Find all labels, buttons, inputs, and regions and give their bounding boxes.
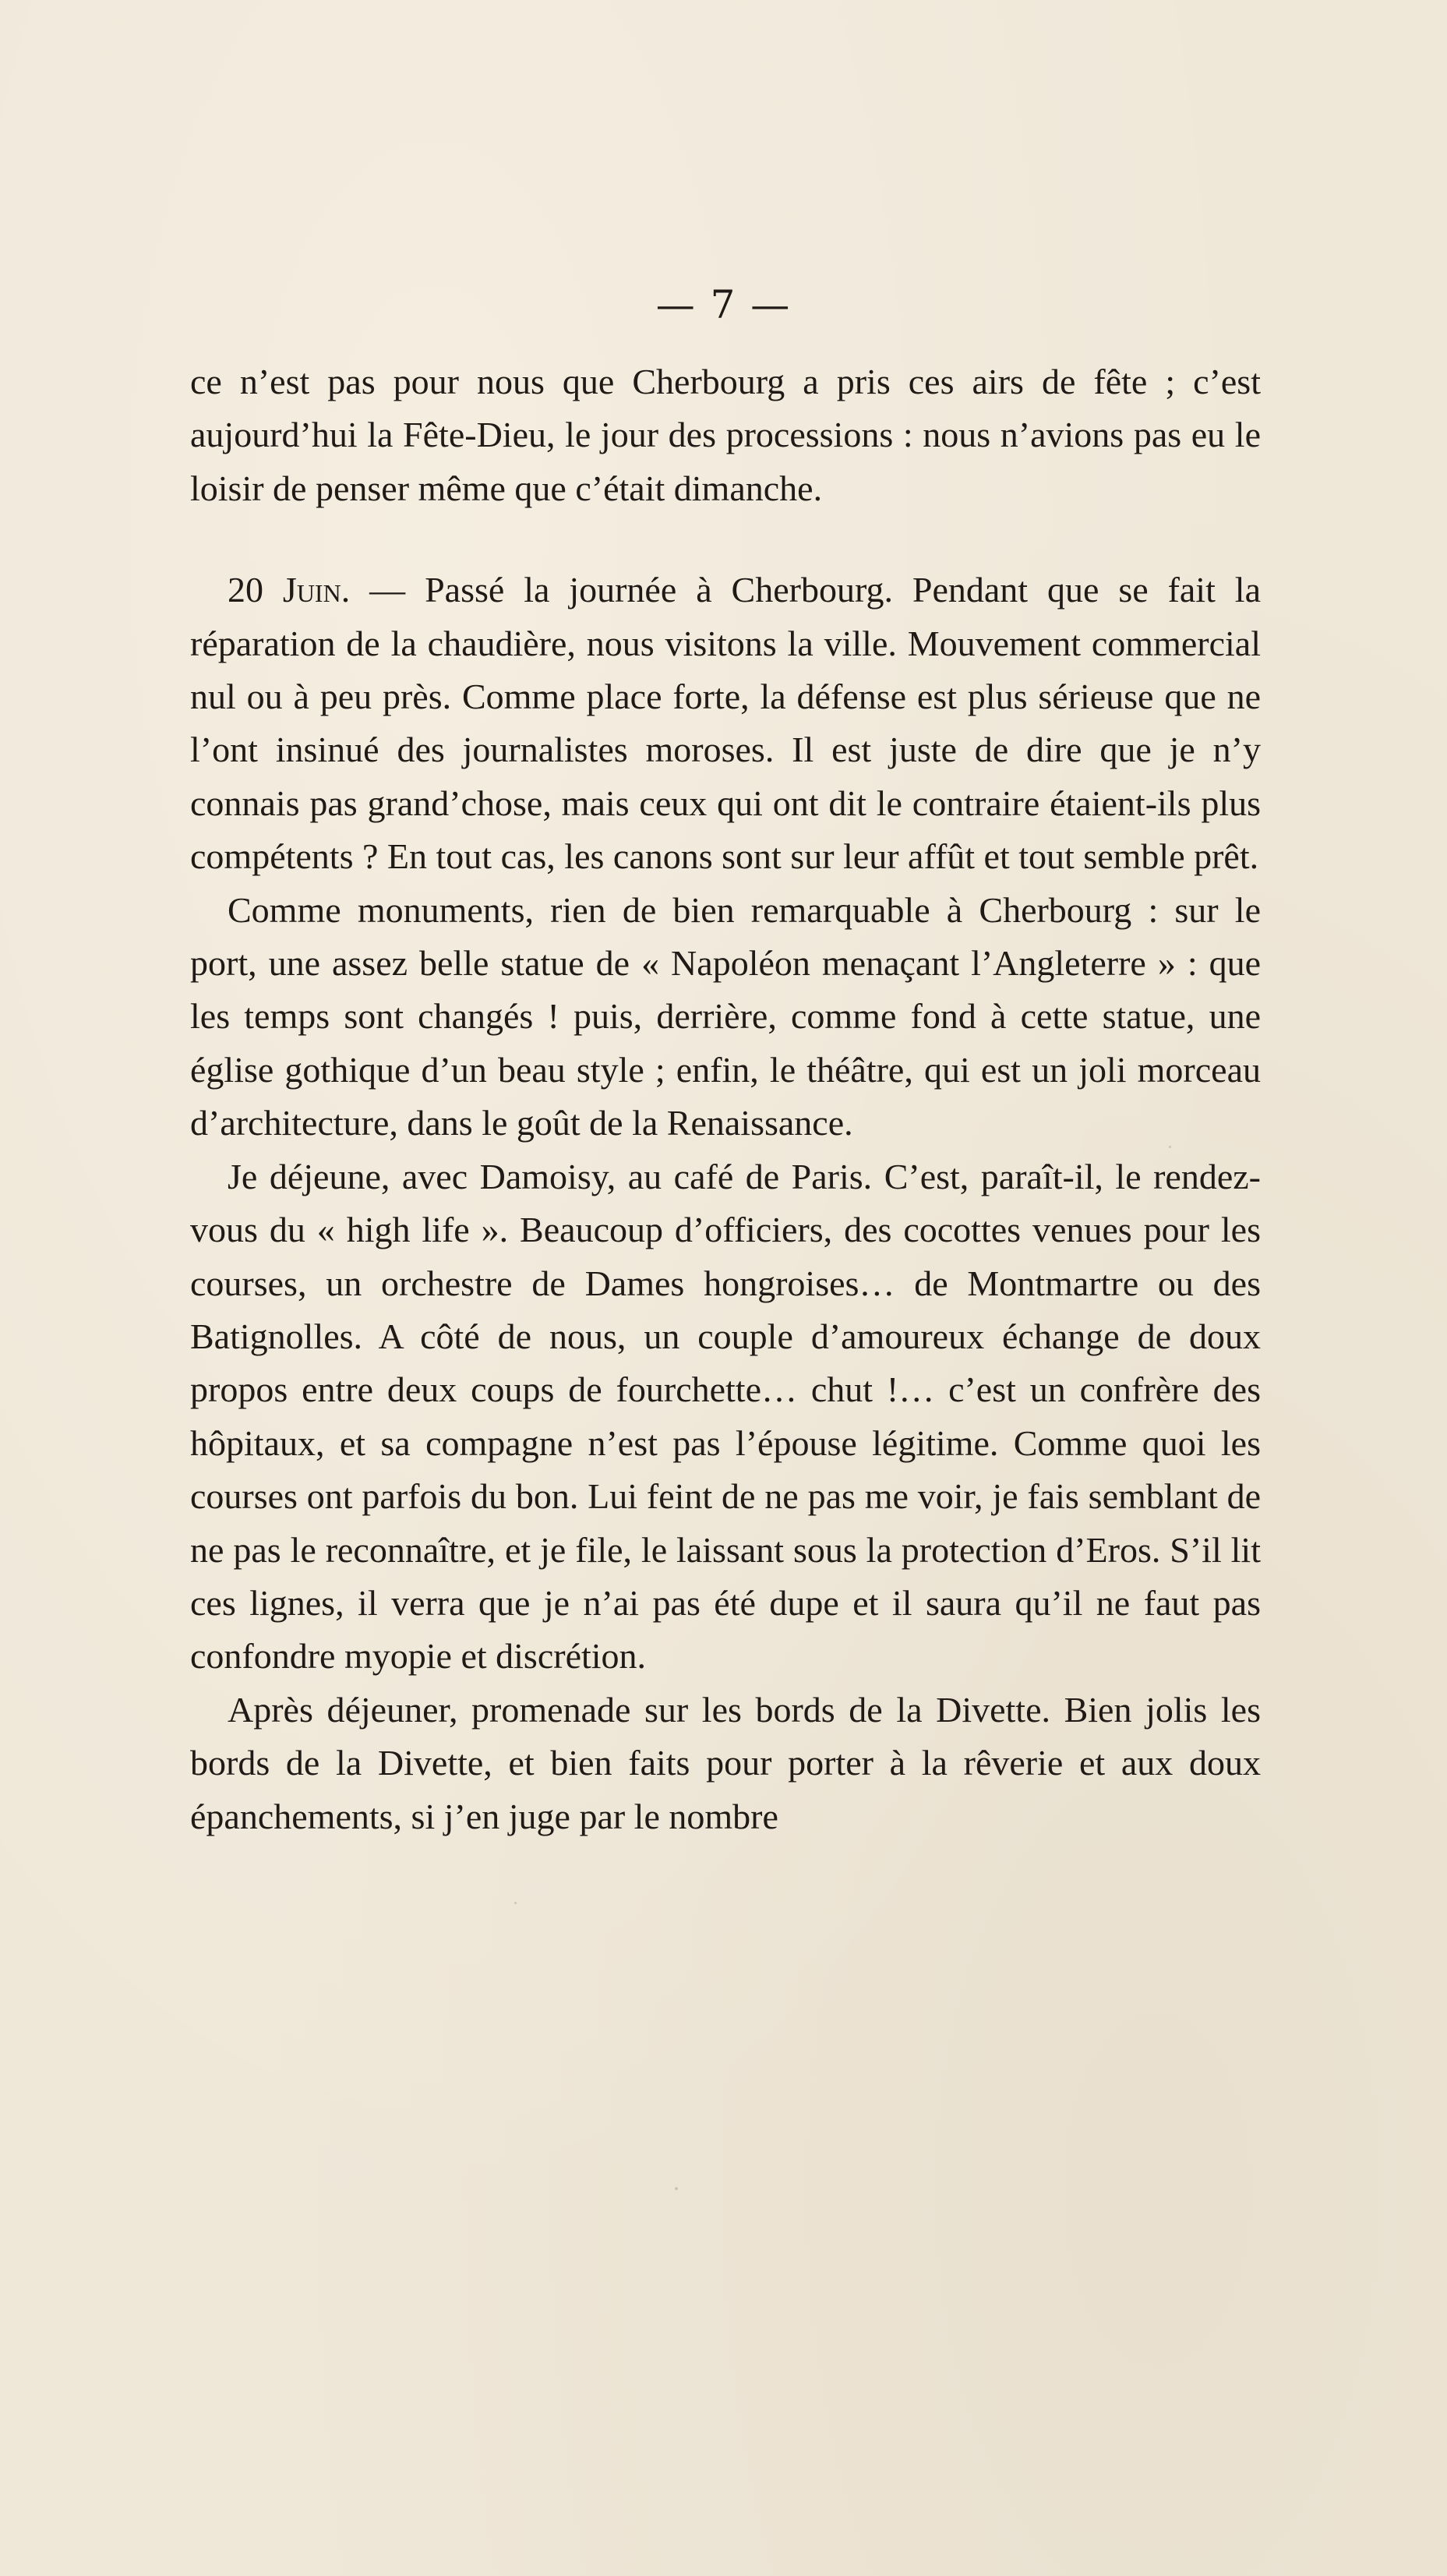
body-text — [190, 355, 1261, 1843]
paragraph-continuation: ce n’est pas pour nous que Cherbourg a pris ces airs de fête ; c’est aujourd’hui la Fête-Dieu, le jour des processions : nous n’avions pas eu le loisir de penser même que c’était dimanche. — [190, 362, 1261, 508]
paragraph-monuments: Comme monuments, rien de bien remarquable à Cherbourg : sur le port, une assez belle statue de « Napoléon menaçant l’Angleterre » : que les temps sont changés ! puis, derrière, comme fond à cette statue, une église gothique d’un beau style ; enfin, le théâtre, qui est un joli morceau d’architecture, dans le goût de la Renaissance. — [190, 889, 1261, 1143]
entry-date: 20 Juin. — [228, 570, 351, 610]
section-gap — [190, 515, 1261, 564]
paper-speck — [514, 1902, 517, 1904]
paragraph-dated-entry — [190, 564, 1261, 883]
page-number: — 7 — — [655, 282, 792, 327]
paper-speck — [675, 2187, 678, 2190]
paper-speck — [1169, 1146, 1171, 1148]
entry-text: — Passé la journée à Cherbourg. Pendant que se fait la réparation de la chaudière, nous visitons la ville. Mouvement commercial nul ou à peu près. Comme place forte, la défense est plus sérieuse que ne l’ont insinué des journalistes moroses. Il est juste de dire que je n’y connais pas grand’chose, mais ceux qui ont dit le contraire étaient-ils plus compétents ? En tout cas, les canons sont sur leur affût et tout semble prêt. — [190, 570, 1261, 877]
paragraph-lunch: Je déjeune, avec Damoisy, au café de Paris. C’est, paraît-il, le rendez-vous du « high life ». Beaucoup d’officiers, des cocottes venues pour les courses, un orchestre de Dames hongroises… de Montmartre ou des Batignolles. A côté de nous, un couple d’amoureux échange de doux propos entre deux coups de fourchette… chut !… c’est un confrère des hôpitaux, et sa compagne n’est pas l’épouse légitime. Comme quoi les courses ont parfois du bon. Lui feint de ne pas me voir, je fais semblant de ne pas le reconnaître, et je file, le laissant sous la protection d’Eros. S’il lit ces lignes, il verra que je n’ai pas été dupe et il saura qu’il ne faut pas confondre myopie et discrétion. — [190, 1156, 1261, 1677]
paragraph-divette: Après déjeuner, promenade sur les bords de la Divette. Bien jolis les bords de la Divette, et bien faits pour porter à la rêverie et aux doux épanchements, si j’en juge par le nombre — [190, 1689, 1261, 1836]
